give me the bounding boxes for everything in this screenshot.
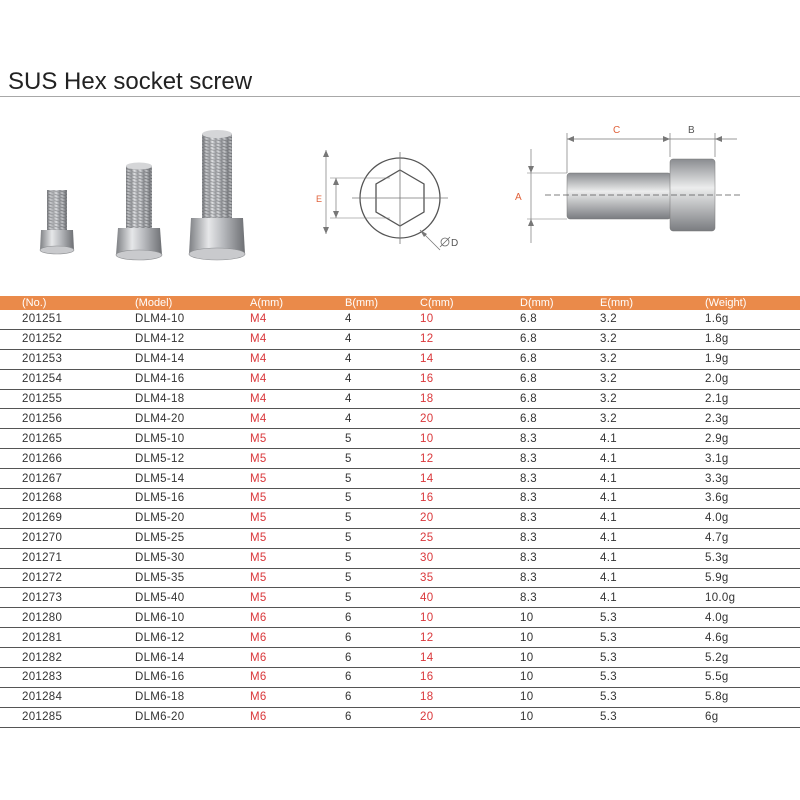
cell-col-d: 8.3 <box>520 588 600 608</box>
cell-col-no: 201282 <box>0 648 135 668</box>
cell-col-b: 5 <box>345 429 420 449</box>
cell-col-weight: 4.6g <box>705 628 800 648</box>
cell-col-model: DLM5-40 <box>135 588 250 608</box>
screws-photo <box>30 120 270 280</box>
cell-col-e: 5.3 <box>600 648 705 668</box>
cell-col-d: 8.3 <box>520 528 600 548</box>
cell-col-c: 10 <box>420 608 520 628</box>
cell-col-no: 201251 <box>0 310 135 329</box>
cell-col-no: 201269 <box>0 508 135 528</box>
cell-col-b: 6 <box>345 628 420 648</box>
table-row <box>0 668 800 688</box>
cell-col-d: 8.3 <box>520 429 600 449</box>
cell-col-c: 16 <box>420 369 520 389</box>
cell-col-e: 4.1 <box>600 429 705 449</box>
cell-col-e: 3.2 <box>600 329 705 349</box>
cell-col-e: 5.3 <box>600 608 705 628</box>
cell-col-b: 6 <box>345 687 420 707</box>
cell-col-weight: 2.3g <box>705 409 800 429</box>
cell-col-c: 20 <box>420 409 520 429</box>
cell-col-c: 14 <box>420 469 520 489</box>
head-top-view-diagram <box>300 130 470 260</box>
cell-col-b: 4 <box>345 329 420 349</box>
cell-col-model: DLM5-30 <box>135 548 250 568</box>
cell-col-d: 10 <box>520 608 600 628</box>
cell-col-model: DLM4-18 <box>135 389 250 409</box>
cell-col-c: 10 <box>420 310 520 329</box>
cell-col-model: DLM5-12 <box>135 449 250 469</box>
title-divider <box>0 96 800 97</box>
cell-col-weight: 3.6g <box>705 489 800 509</box>
table-row <box>0 349 800 369</box>
cell-col-e: 5.3 <box>600 628 705 648</box>
cell-col-no: 201281 <box>0 628 135 648</box>
table-row <box>0 687 800 707</box>
cell-col-d: 8.3 <box>520 469 600 489</box>
table-row <box>0 528 800 548</box>
cell-col-no: 201280 <box>0 608 135 628</box>
cell-col-e: 5.3 <box>600 687 705 707</box>
table-row <box>0 548 800 568</box>
cell-col-model: DLM4-12 <box>135 329 250 349</box>
cell-col-b: 4 <box>345 409 420 429</box>
cell-col-c: 18 <box>420 687 520 707</box>
cell-col-weight: 5.5g <box>705 668 800 688</box>
cell-col-a: M4 <box>250 349 345 369</box>
cell-col-d: 8.3 <box>520 548 600 568</box>
table-row <box>0 648 800 668</box>
cell-col-model: DLM4-10 <box>135 310 250 329</box>
cell-col-b: 4 <box>345 349 420 369</box>
cell-col-c: 12 <box>420 628 520 648</box>
cell-col-b: 5 <box>345 489 420 509</box>
table-row <box>0 449 800 469</box>
table-row <box>0 568 800 588</box>
cell-col-no: 201256 <box>0 409 135 429</box>
cell-col-b: 5 <box>345 588 420 608</box>
cell-col-weight: 5.8g <box>705 687 800 707</box>
cell-col-b: 5 <box>345 528 420 548</box>
cell-col-a: M4 <box>250 329 345 349</box>
cell-col-e: 5.3 <box>600 707 705 727</box>
cell-col-e: 3.2 <box>600 409 705 429</box>
cell-col-b: 5 <box>345 449 420 469</box>
header-col-d: D(mm) <box>520 296 600 310</box>
cell-col-d: 6.8 <box>520 369 600 389</box>
cell-col-e: 5.3 <box>600 668 705 688</box>
cell-col-a: M5 <box>250 568 345 588</box>
cell-col-e: 3.2 <box>600 349 705 369</box>
cell-col-weight: 5.9g <box>705 568 800 588</box>
cell-col-a: M5 <box>250 588 345 608</box>
cell-col-weight: 2.9g <box>705 429 800 449</box>
cell-col-a: M6 <box>250 628 345 648</box>
table-row <box>0 707 800 727</box>
table-row <box>0 608 800 628</box>
cell-col-d: 6.8 <box>520 389 600 409</box>
cell-col-b: 4 <box>345 369 420 389</box>
cell-col-b: 6 <box>345 648 420 668</box>
cell-col-e: 4.1 <box>600 489 705 509</box>
cell-col-d: 8.3 <box>520 508 600 528</box>
cell-col-e: 3.2 <box>600 369 705 389</box>
cell-col-model: DLM6-18 <box>135 687 250 707</box>
table-row <box>0 469 800 489</box>
cell-col-a: M6 <box>250 608 345 628</box>
cell-col-model: DLM5-25 <box>135 528 250 548</box>
cell-col-d: 10 <box>520 628 600 648</box>
header-col-c: C(mm) <box>420 296 520 310</box>
cell-col-e: 3.2 <box>600 310 705 329</box>
cell-col-c: 25 <box>420 528 520 548</box>
cell-col-a: M4 <box>250 409 345 429</box>
cell-col-b: 5 <box>345 548 420 568</box>
cell-col-c: 14 <box>420 648 520 668</box>
table-row <box>0 389 800 409</box>
cell-col-e: 4.1 <box>600 588 705 608</box>
table-row <box>0 508 800 528</box>
cell-col-c: 12 <box>420 329 520 349</box>
medium-screw <box>116 163 162 261</box>
cell-col-b: 6 <box>345 707 420 727</box>
cell-col-model: DLM5-14 <box>135 469 250 489</box>
cell-col-weight: 4.0g <box>705 508 800 528</box>
cell-col-c: 12 <box>420 449 520 469</box>
cell-col-b: 5 <box>345 469 420 489</box>
cell-col-d: 10 <box>520 648 600 668</box>
cell-col-weight: 2.1g <box>705 389 800 409</box>
cell-col-b: 4 <box>345 389 420 409</box>
cell-col-d: 10 <box>520 687 600 707</box>
cell-col-a: M6 <box>250 687 345 707</box>
header-col-weight: (Weight) <box>705 296 800 310</box>
cell-col-model: DLM5-10 <box>135 429 250 449</box>
cell-col-d: 10 <box>520 707 600 727</box>
cell-col-weight: 10.0g <box>705 588 800 608</box>
cell-col-c: 16 <box>420 489 520 509</box>
cell-col-weight: 3.3g <box>705 469 800 489</box>
table-row <box>0 329 800 349</box>
cell-col-no: 201255 <box>0 389 135 409</box>
cell-col-model: DLM4-14 <box>135 349 250 369</box>
cell-col-c: 14 <box>420 349 520 369</box>
cell-col-weight: 3.1g <box>705 449 800 469</box>
cell-col-d: 6.8 <box>520 409 600 429</box>
cell-col-model: DLM6-12 <box>135 628 250 648</box>
cell-col-no: 201273 <box>0 588 135 608</box>
cell-col-weight: 4.0g <box>705 608 800 628</box>
cell-col-weight: 6g <box>705 707 800 727</box>
cell-col-c: 16 <box>420 668 520 688</box>
cell-col-weight: 5.2g <box>705 648 800 668</box>
cell-col-model: DLM6-20 <box>135 707 250 727</box>
cell-col-model: DLM5-35 <box>135 568 250 588</box>
cell-col-no: 201252 <box>0 329 135 349</box>
cell-col-d: 8.3 <box>520 568 600 588</box>
cell-col-c: 40 <box>420 588 520 608</box>
header-col-e: E(mm) <box>600 296 705 310</box>
cell-col-c: 20 <box>420 707 520 727</box>
cell-col-a: M5 <box>250 508 345 528</box>
cell-col-a: M4 <box>250 310 345 329</box>
cell-col-a: M5 <box>250 548 345 568</box>
spec-table <box>0 296 800 728</box>
dim-d-label: D <box>451 238 459 249</box>
dim-e-label: E <box>316 194 323 204</box>
cell-col-b: 4 <box>345 310 420 329</box>
cell-col-weight: 2.0g <box>705 369 800 389</box>
dim-a-label: A <box>515 192 522 203</box>
dim-c-label: C <box>613 125 621 136</box>
cell-col-a: M6 <box>250 707 345 727</box>
cell-col-no: 201266 <box>0 449 135 469</box>
cell-col-c: 35 <box>420 568 520 588</box>
cell-col-no: 201254 <box>0 369 135 389</box>
cell-col-e: 4.1 <box>600 548 705 568</box>
cell-col-no: 201283 <box>0 668 135 688</box>
cell-col-d: 6.8 <box>520 310 600 329</box>
cell-col-e: 4.1 <box>600 449 705 469</box>
table-header-row <box>0 296 800 310</box>
cell-col-d: 10 <box>520 668 600 688</box>
cell-col-a: M5 <box>250 429 345 449</box>
table-row <box>0 369 800 389</box>
cell-col-no: 201253 <box>0 349 135 369</box>
cell-col-no: 201268 <box>0 489 135 509</box>
cell-col-no: 201271 <box>0 548 135 568</box>
cell-col-model: DLM4-16 <box>135 369 250 389</box>
cell-col-a: M5 <box>250 489 345 509</box>
cell-col-c: 30 <box>420 548 520 568</box>
cell-col-a: M4 <box>250 369 345 389</box>
cell-col-no: 201284 <box>0 687 135 707</box>
cell-col-model: DLM6-14 <box>135 648 250 668</box>
cell-col-a: M5 <box>250 469 345 489</box>
table-row <box>0 429 800 449</box>
cell-col-a: M4 <box>250 389 345 409</box>
cell-col-d: 6.8 <box>520 349 600 369</box>
cell-col-weight: 4.7g <box>705 528 800 548</box>
header-col-a: A(mm) <box>250 296 345 310</box>
cell-col-d: 8.3 <box>520 489 600 509</box>
dim-b-label: B <box>688 125 695 136</box>
cell-col-d: 6.8 <box>520 329 600 349</box>
cell-col-no: 201265 <box>0 429 135 449</box>
cell-col-model: DLM4-20 <box>135 409 250 429</box>
large-screw <box>189 130 245 260</box>
cell-col-model: DLM5-16 <box>135 489 250 509</box>
table-row <box>0 409 800 429</box>
cell-col-e: 4.1 <box>600 568 705 588</box>
cell-col-a: M5 <box>250 528 345 548</box>
header-col-no: (No.) <box>0 296 135 310</box>
cell-col-no: 201267 <box>0 469 135 489</box>
cell-col-weight: 1.6g <box>705 310 800 329</box>
cell-col-no: 201272 <box>0 568 135 588</box>
cell-col-b: 6 <box>345 608 420 628</box>
table-row <box>0 310 800 329</box>
cell-col-a: M6 <box>250 668 345 688</box>
table-row <box>0 489 800 509</box>
cell-col-b: 5 <box>345 508 420 528</box>
cell-col-c: 18 <box>420 389 520 409</box>
cell-col-c: 10 <box>420 429 520 449</box>
cell-col-weight: 1.8g <box>705 329 800 349</box>
cell-col-weight: 1.9g <box>705 349 800 369</box>
table-row <box>0 628 800 648</box>
cell-col-a: M6 <box>250 648 345 668</box>
cell-col-model: DLM5-20 <box>135 508 250 528</box>
table-row <box>0 588 800 608</box>
cell-col-a: M5 <box>250 449 345 469</box>
cell-col-e: 4.1 <box>600 469 705 489</box>
header-col-b: B(mm) <box>345 296 420 310</box>
page-title: SUS Hex socket screw <box>8 68 253 95</box>
cell-col-weight: 5.3g <box>705 548 800 568</box>
small-screw <box>40 190 74 254</box>
cell-col-d: 8.3 <box>520 449 600 469</box>
cell-col-e: 3.2 <box>600 389 705 409</box>
header-col-model: (Model) <box>135 296 250 310</box>
cell-col-e: 4.1 <box>600 508 705 528</box>
cell-col-model: DLM6-16 <box>135 668 250 688</box>
cell-col-b: 6 <box>345 668 420 688</box>
cell-col-model: DLM6-10 <box>135 608 250 628</box>
cell-col-c: 20 <box>420 508 520 528</box>
cell-col-e: 4.1 <box>600 528 705 548</box>
cell-col-no: 201270 <box>0 528 135 548</box>
cell-col-b: 5 <box>345 568 420 588</box>
cell-col-no: 201285 <box>0 707 135 727</box>
side-view-diagram <box>505 115 765 245</box>
